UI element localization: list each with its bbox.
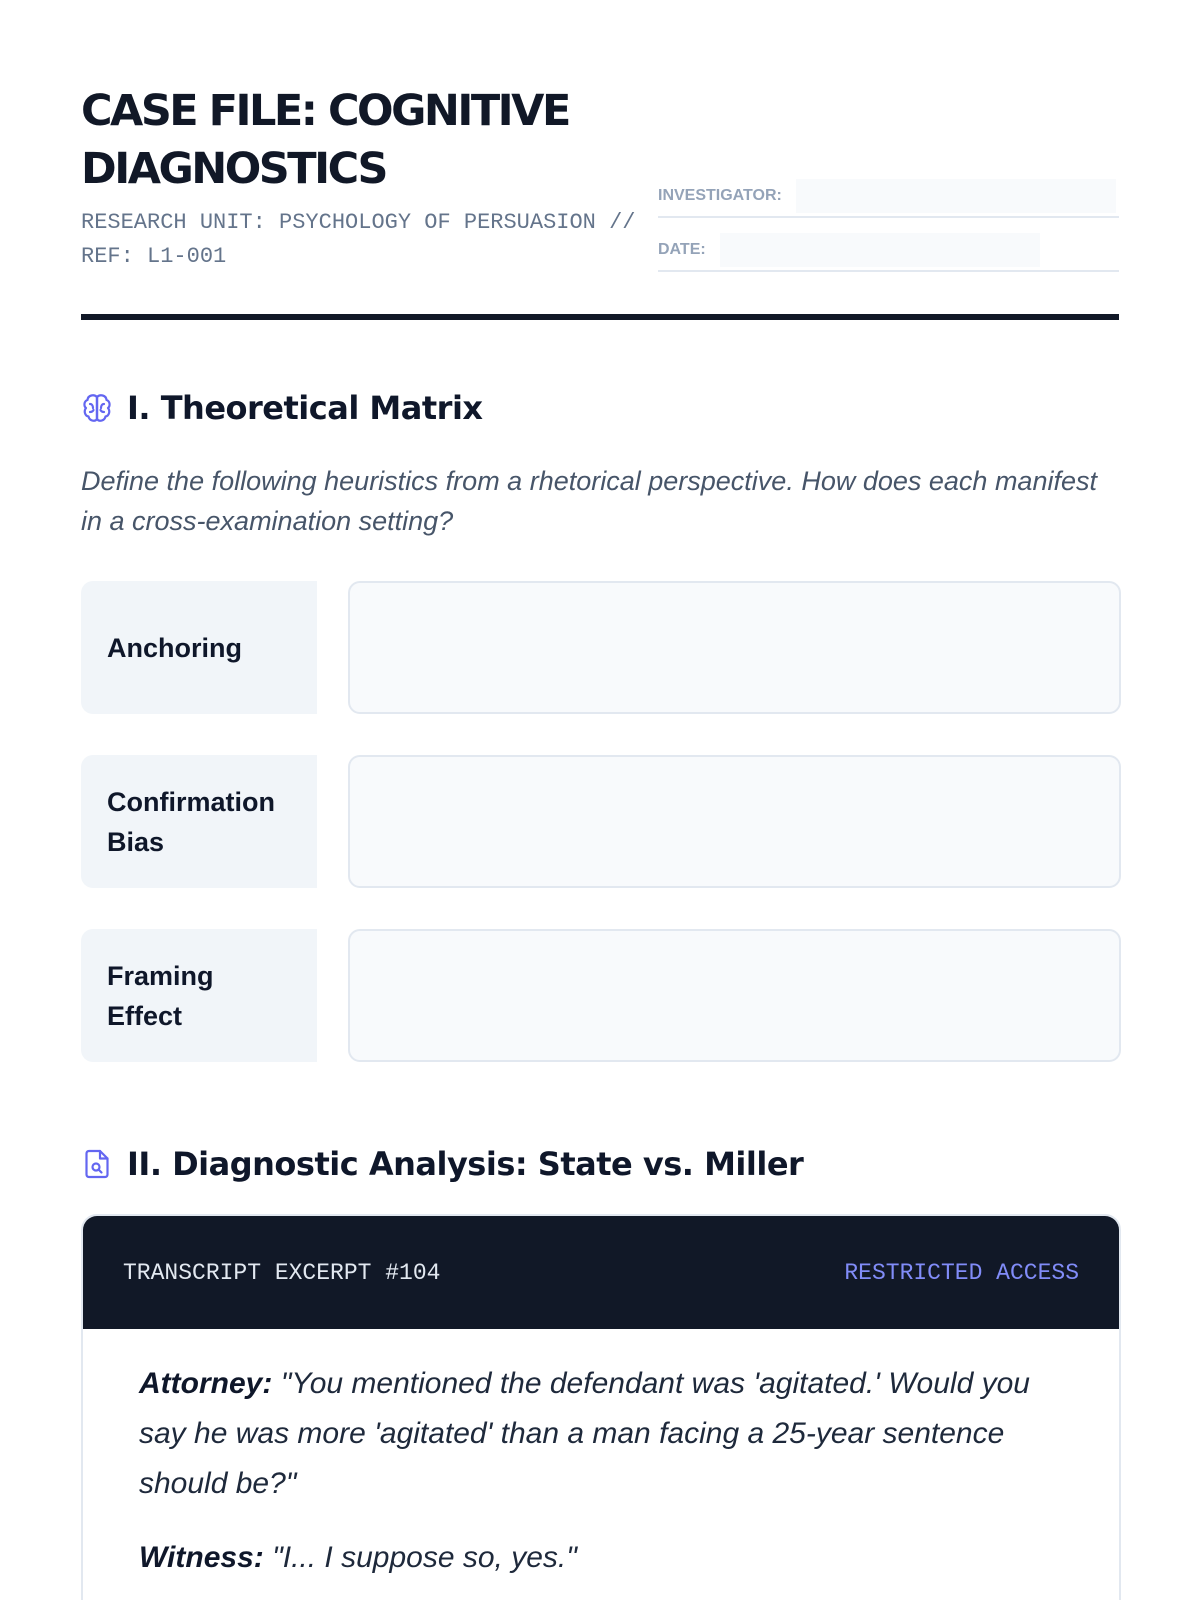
speaker-label: Attorney: — [139, 1367, 273, 1400]
answer-box-confirmation-bias[interactable] — [348, 755, 1121, 888]
matrix-row-framing-effect — [81, 929, 1121, 1062]
transcript-id: TRANSCRIPT EXCERPT #104 — [123, 1259, 441, 1286]
answer-box-anchoring[interactable] — [348, 581, 1121, 714]
transcript-header — [83, 1216, 1119, 1329]
section-heading-text: II. Diagnostic Analysis: State vs. Miller — [127, 1145, 804, 1183]
term-label: Confirmation Bias — [81, 755, 317, 888]
page-title: CASE FILE: COGNITIVE DIAGNOSTICS — [81, 86, 569, 194]
section-heading-text: I. Theoretical Matrix — [127, 389, 483, 427]
section-instructions: Define the following heuristics from a rhetorical perspective. How does each manifest in a cross-examination setting? — [81, 466, 1097, 536]
investigator-row — [658, 176, 1119, 218]
date-row — [658, 230, 1119, 272]
transcript-body — [83, 1329, 1119, 1600]
file-search-icon — [81, 1148, 113, 1180]
section-diagnostic-analysis-heading — [81, 1145, 803, 1183]
term-label: Framing Effect — [81, 929, 317, 1062]
line-text: "I... I suppose so, yes." — [272, 1541, 577, 1574]
date-label: DATE: — [658, 241, 706, 258]
document-header — [81, 0, 1119, 320]
answer-box-framing-effect[interactable] — [348, 929, 1121, 1062]
section-theoretical-matrix-heading — [81, 389, 483, 427]
investigator-label: INVESTIGATOR: — [658, 187, 782, 204]
line-text: "You mentioned the defendant was 'agitated.' Would you say he was more 'agitated' than a man facing a 25-year sentence should be?" — [139, 1367, 1030, 1500]
meta-fields — [658, 176, 1119, 284]
investigator-input[interactable] — [796, 179, 1116, 213]
document-subtitle: RESEARCH UNIT: PSYCHOLOGY OF PERSUASION // REF: L1-001 — [81, 210, 636, 269]
speaker-label: Witness: — [139, 1541, 264, 1574]
heuristics-matrix — [81, 581, 1121, 1103]
matrix-row-confirmation-bias — [81, 755, 1121, 888]
matrix-row-anchoring — [81, 581, 1121, 714]
transcript-line — [139, 1533, 1063, 1583]
header-divider — [81, 314, 1119, 320]
date-input[interactable] — [720, 233, 1040, 267]
transcript-card — [81, 1214, 1121, 1600]
brain-icon — [81, 392, 113, 424]
transcript-line — [139, 1359, 1063, 1509]
access-badge: RESTRICTED ACCESS — [844, 1259, 1079, 1286]
term-label: Anchoring — [81, 581, 317, 714]
